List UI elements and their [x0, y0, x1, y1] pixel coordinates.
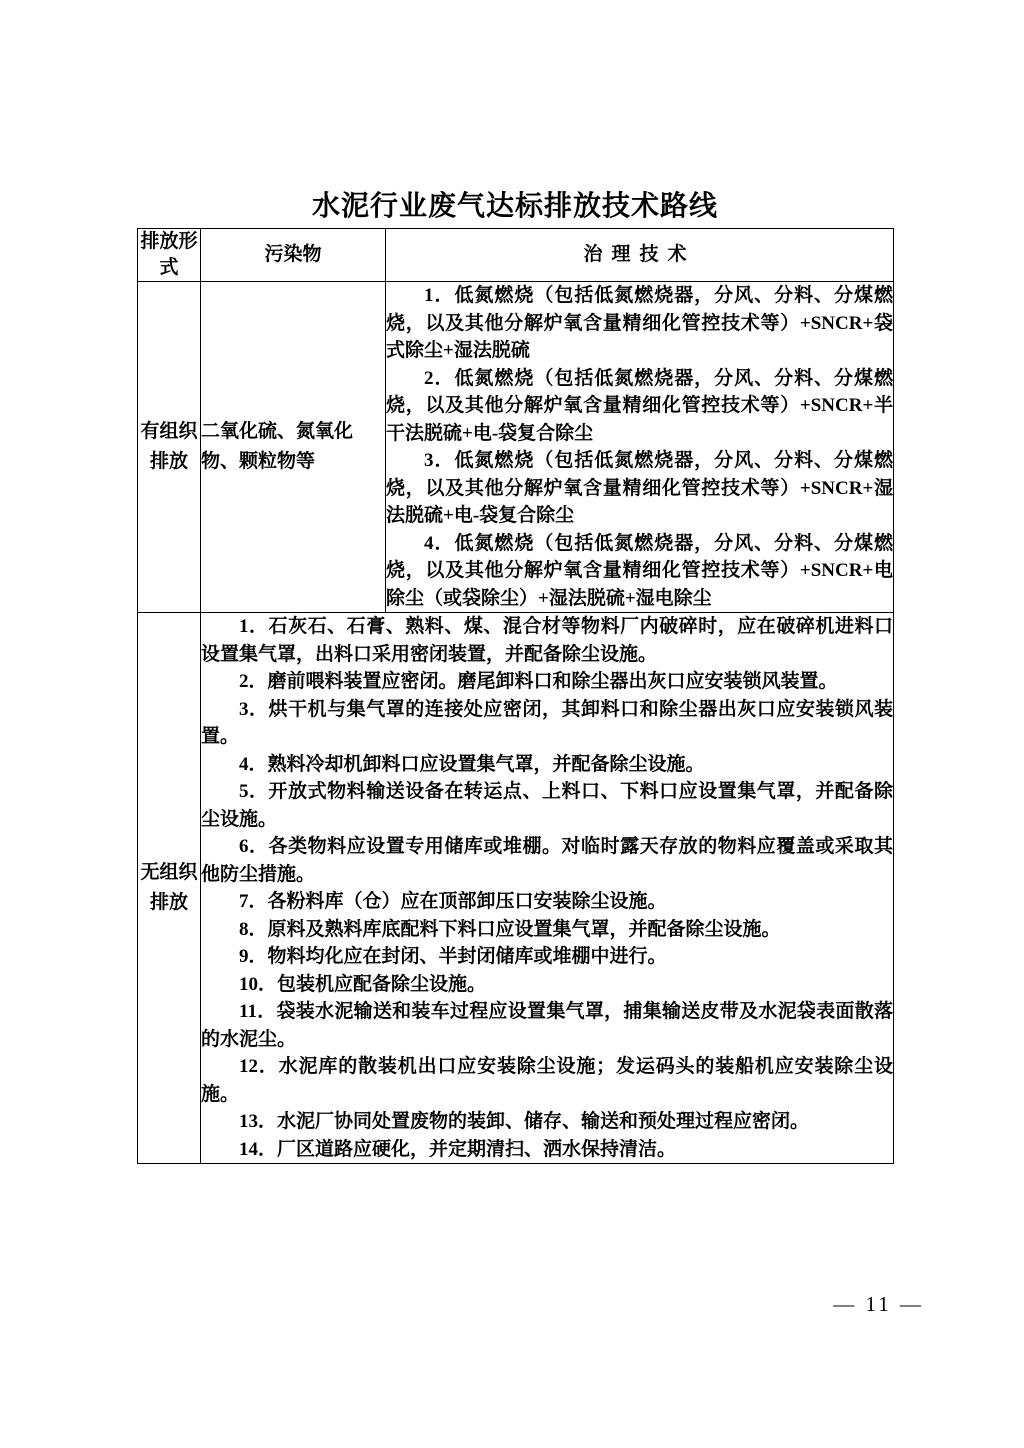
- technology-route-table-wrapper: [137, 228, 893, 1164]
- measure-item: 9．物料均化应在封闭、半封闭储库或堆棚中进行。: [239, 946, 667, 967]
- cell-pollutant-organized: 二氧化硫、氮氧化物、颗粒物等: [201, 282, 386, 613]
- table-row: [138, 282, 894, 613]
- technology-route-table: [137, 228, 894, 1164]
- measure-item: 13．水泥厂协同处置废物的装卸、储存、输送和预处理过程应密闭。: [239, 1111, 810, 1132]
- header-emission-form: 排放形式: [138, 229, 201, 282]
- measure-item: 4．熟料冷却机卸料口应设置集气罩，并配备除尘设施。: [239, 753, 705, 775]
- measure-item: 12．水泥库的散装机出口应安装除尘设施；发运码头的装船机应安装除尘设施。: [201, 1056, 893, 1105]
- measure-item: 3．烘干机与集气罩的连接处应密闭，其卸料口和除尘器出灰口应安装锁风装置。: [201, 698, 893, 747]
- page-title: 水泥行业废气达标排放技术路线: [311, 190, 718, 221]
- cell-treatment-technology-organized: [386, 282, 894, 613]
- table-row: [138, 613, 894, 1164]
- measure-item: 7．各粉料库（仓）应在顶部卸压口安装除尘设施。: [239, 891, 667, 912]
- technique-item: 3．低氮燃烧（包括低氮燃烧器，分风、分料、分煤燃烧，以及其他分解炉氧含量精细化管控技术等）+SNCR+湿法脱硫+电-袋复合除尘: [386, 450, 893, 526]
- measure-item: 11．袋装水泥输送和装车过程应设置集气罩，捕集输送皮带及水泥袋表面散落的水泥尘。: [201, 1001, 893, 1050]
- measure-item: 5．开放式物料输送设备在转运点、上料口、下料口应设置集气罩，并配备除尘设施。: [201, 781, 893, 830]
- measure-item: 8．原料及熟料库底配料下料口应设置集气罩，并配备除尘设施。: [239, 918, 781, 940]
- measure-item: 14．厂区道路应硬化，并定期清扫、洒水保持清洁。: [239, 1138, 677, 1160]
- technique-item: 1．低氮燃烧（包括低氮燃烧器，分风、分料、分煤燃烧，以及其他分解炉氧含量精细化管控技术等）+SNCR+袋式除尘+湿法脱硫: [386, 285, 893, 361]
- technique-item: 2．低氮燃烧（包括低氮燃烧器，分风、分料、分煤燃烧，以及其他分解炉氧含量精细化管控技术等）+SNCR+半干法脱硫+电-袋复合除尘: [386, 367, 893, 444]
- emission-form-label-unorganized: 无组织排放: [140, 862, 198, 913]
- header-treatment-technology: 治理技术: [386, 229, 894, 282]
- measure-item: 1．石灰石、石膏、熟料、煤、混合材等物料厂内破碎时，应在破碎机进料口设置集气罩，出料口采用密闭装置，并配备除尘设施。: [201, 616, 893, 665]
- technique-item: 4．低氮燃烧（包括低氮燃烧器，分风、分料、分煤燃烧，以及其他分解炉氧含量精细化管控技术等）+SNCR+电除尘（或袋除尘）+湿法脱硫+湿电除尘: [386, 532, 893, 609]
- header-pollutant: 污染物: [201, 229, 386, 282]
- measure-item: 2．磨前喂料装置应密闭。磨尾卸料口和除尘器出灰口应安装锁风装置。: [239, 671, 838, 692]
- measure-item: 10．包装机应配备除尘设施。: [239, 973, 487, 995]
- cell-emission-form-organized: [138, 282, 201, 613]
- table-header-row: [138, 229, 894, 282]
- emission-form-label-organized: 有组织排放: [140, 421, 198, 472]
- measure-item: 6．各类物料应设置专用储库或堆棚。对临时露天存放的物料应覆盖或采取其他防尘措施。: [201, 836, 893, 885]
- cell-emission-form-unorganized: [138, 613, 201, 1164]
- cell-measures-unorganized: [201, 613, 894, 1164]
- page-number: — 11 —: [833, 1292, 924, 1316]
